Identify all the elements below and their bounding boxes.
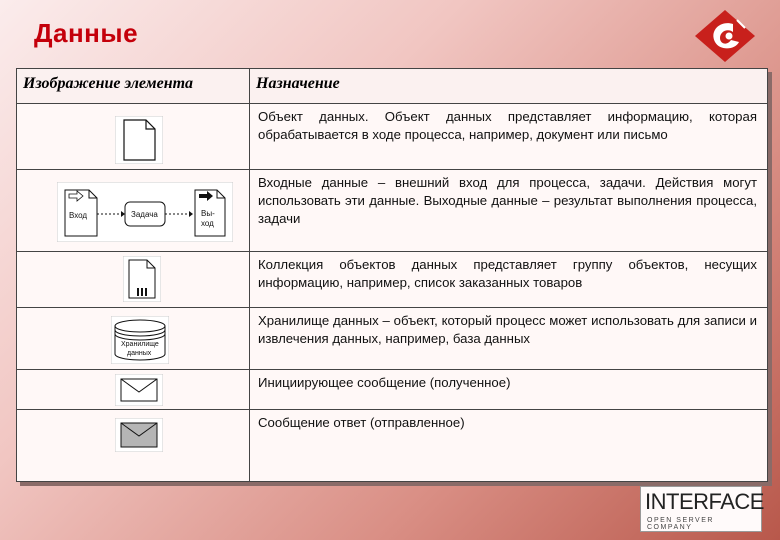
interface-logo-tagline: OPEN SERVER COMPANY <box>647 517 714 531</box>
input-label: Вход <box>69 211 88 220</box>
table-row <box>17 252 768 308</box>
row-description: Сообщение ответ (отправленное) <box>250 410 768 482</box>
interface-logo-name: INTERFACE <box>645 489 764 514</box>
row-icon-cell <box>17 410 250 482</box>
row-description: Объект данных. Объект данных представляет информацию, которая обрабатывается в ходе процесса, например, документ или письмо <box>250 104 768 170</box>
data-collection-icon <box>123 256 161 302</box>
output-label-1: Вы- <box>201 209 215 218</box>
envelope-filled-icon <box>115 418 163 452</box>
row-icon-cell <box>17 170 250 252</box>
input-task-output-icon <box>57 182 233 242</box>
table-row <box>17 104 768 170</box>
row-icon-cell <box>17 370 250 410</box>
row-description: Инициирующее сообщение (полученное) <box>250 370 768 410</box>
header-element-image: Изображение элемента <box>17 69 250 104</box>
company-logo-icon <box>693 8 757 64</box>
row-icon-cell <box>17 252 250 308</box>
row-description: Входные данные – внешний вход для процесса, задачи. Действия могут использовать эти данные. Выходные данные – результат выполнения процесса, задачи <box>250 170 768 252</box>
table-header-row <box>17 69 768 104</box>
data-elements-table <box>16 68 768 482</box>
table-row <box>17 370 768 410</box>
data-store-label-2: данных <box>127 350 152 357</box>
document-icon <box>115 116 163 164</box>
row-icon-cell <box>17 308 250 370</box>
page-title: Данные <box>34 18 139 48</box>
row-icon-cell <box>17 104 250 170</box>
row-description: Хранилище данных – объект, который процесс может использовать для записи и извлечения данных, например, база данных <box>250 308 768 370</box>
task-label: Задача <box>131 210 158 219</box>
interface-logo <box>640 486 762 532</box>
data-store-icon <box>111 316 169 364</box>
data-elements-table-wrap <box>16 68 768 482</box>
envelope-outline-icon <box>115 374 163 406</box>
data-store-label-1: Хранилище <box>121 341 159 348</box>
header-purpose: Назначение <box>250 69 768 104</box>
row-description: Коллекция объектов данных представляет группу объектов, несущих информацию, например, список заказанных товаров <box>250 252 768 308</box>
output-label-2: ход <box>201 219 214 228</box>
table-row <box>17 170 768 252</box>
table-row <box>17 308 768 370</box>
table-row <box>17 410 768 482</box>
